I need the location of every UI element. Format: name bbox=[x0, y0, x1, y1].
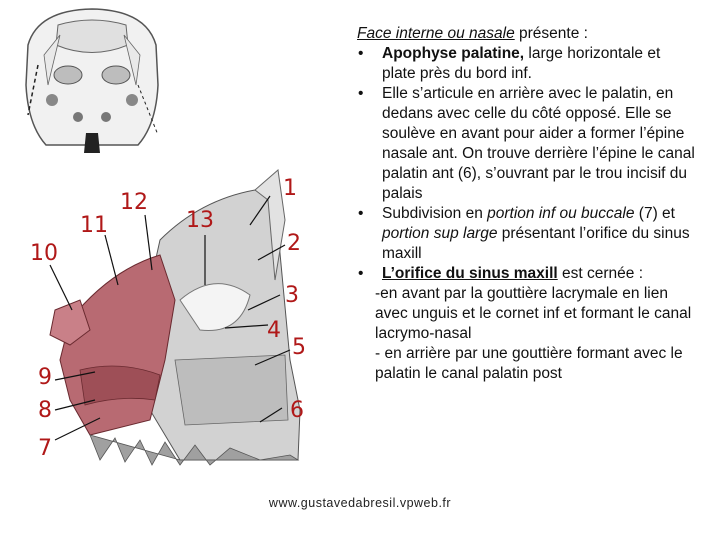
label-10: 10 bbox=[30, 241, 58, 266]
bullet-item: • Apophyse palatine, large horizontale et plate près du bord inf. bbox=[358, 45, 661, 82]
label-7: 7 bbox=[38, 436, 52, 461]
bullet-list bbox=[357, 44, 697, 284]
section-heading: Face interne ou nasale présente : bbox=[357, 25, 588, 42]
description-text bbox=[357, 24, 697, 384]
dash-line-back: - en arrière par une gouttière formant avec le palatin le canal palatin post bbox=[375, 345, 683, 382]
label-5: 5 bbox=[292, 335, 306, 360]
bullet-item: • Elle s’articule en arrière avec le palatin, en dedans avec celle du côté opposé. Elle se soulève en avant pour aider a former l’épine nasale ant. On trouve derrière l’épine le canal palatin ant (6), s’ouvrant par le trou incisif du palais bbox=[358, 85, 695, 202]
label-1: 1 bbox=[283, 176, 297, 201]
dash-line-front: -en avant par la gouttière lacrymale en lien avec unguis et le cornet inf et formant le canal lacrymo-nasal bbox=[375, 285, 692, 342]
skull-base-thumbnail bbox=[8, 5, 176, 155]
label-8: 8 bbox=[38, 398, 52, 423]
label-2: 2 bbox=[287, 231, 301, 256]
label-12: 12 bbox=[120, 190, 148, 215]
label-11: 11 bbox=[80, 213, 108, 238]
label-9: 9 bbox=[38, 365, 52, 390]
bullet-item: • Subdivision en portion inf ou buccale (7) et portion sup large présentant l’orifice du sinus maxill bbox=[358, 205, 690, 262]
label-4: 4 bbox=[267, 318, 281, 343]
footer-url: www.gustavedabresil.vpweb.fr bbox=[268, 496, 452, 510]
label-6: 6 bbox=[290, 398, 304, 423]
label-13: 13 bbox=[186, 208, 214, 233]
label-3: 3 bbox=[285, 283, 299, 308]
bullet-item: • L’orifice du sinus maxill est cernée : bbox=[358, 265, 644, 282]
